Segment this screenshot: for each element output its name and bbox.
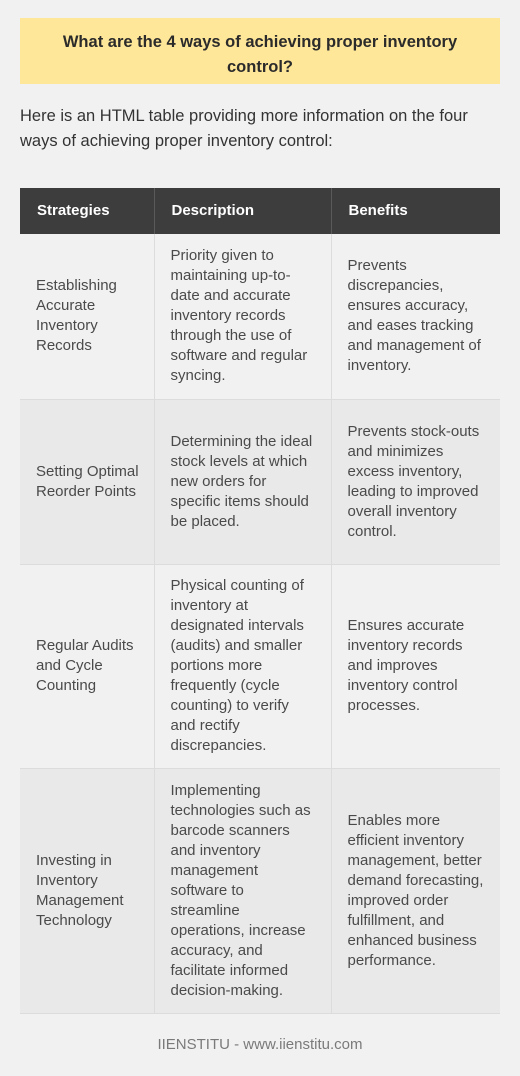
strategy-cell: Regular Audits and Cycle Counting [20,564,154,768]
table-row [20,399,500,564]
benefits-cell: Enables more efficient inventory management, better demand forecasting, improved order fulfillment, and enhanced business performance. [331,768,500,1013]
strategy-cell: Establishing Accurate Inventory Records [20,234,154,399]
description-cell: Physical counting of inventory at designated intervals (audits) and smaller portions more frequently (cycle counting) to verify and rectify discrepancies. [154,564,331,768]
question-title-box [20,18,500,84]
table-row [20,564,500,768]
intro-paragraph: Here is an HTML table providing more information on the four ways of achieving proper inventory control: [20,107,468,150]
header-strategies: Strategies [20,188,154,234]
question-title: What are the 4 ways of achieving proper inventory control? [62,33,458,76]
description-cell: Priority given to maintaining up-to-date and accurate inventory records through the use of software and regular syncing. [154,234,331,399]
strategy-cell: Setting Optimal Reorder Points [20,399,154,564]
benefits-cell: Prevents discrepancies, ensures accuracy, and eases tracking and management of inventory. [331,234,500,399]
description-cell: Determining the ideal stock levels at which new orders for specific items should be placed. [154,399,331,564]
header-description: Description [154,188,331,234]
footer-credit: IIENSTITU - www.iienstitu.com [157,1036,363,1053]
table-row [20,768,500,1013]
description-cell: Implementing technologies such as barcode scanners and inventory management software to streamline operations, increase accuracy, and facilitate informed decision-making. [154,768,331,1013]
benefits-cell: Ensures accurate inventory records and improves inventory control processes. [331,564,500,768]
inventory-control-table [20,188,500,1014]
benefits-cell: Prevents stock-outs and minimizes excess inventory, leading to improved overall inventory control. [331,399,500,564]
strategy-cell: Investing in Inventory Management Technology [20,768,154,1013]
table-row [20,234,500,399]
table-header-row [20,188,500,234]
header-benefits: Benefits [331,188,500,234]
